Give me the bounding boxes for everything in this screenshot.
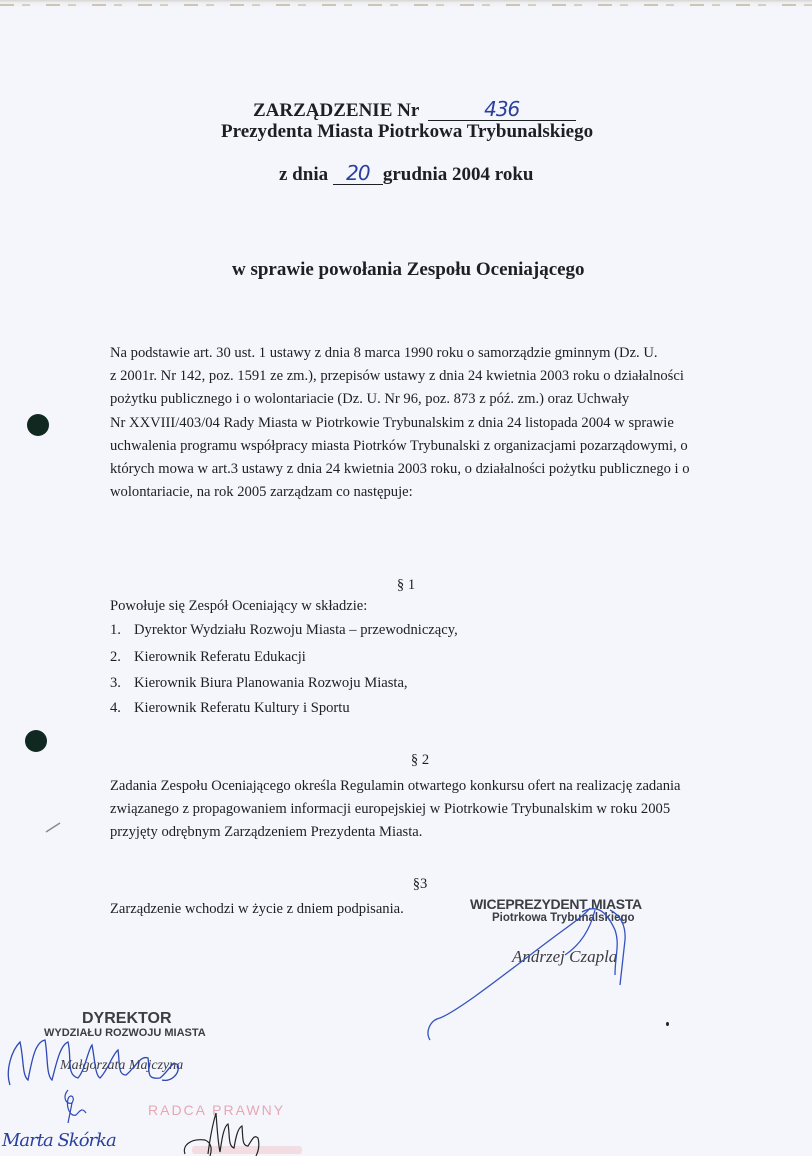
handwritten-name-signature: Marta Skórka (2, 1130, 116, 1151)
member-number: 3. (110, 675, 121, 691)
date-line (279, 161, 534, 186)
preamble-line: uchwalenia programu współpracy miasta Piotrków Trybunalski z organizacjami pozarządowymi, o (110, 437, 688, 454)
section-2-line: Zadania Zespołu Oceniającego określa Regulamin otwartego konkursu ofert na realizację zadania (110, 778, 681, 794)
member-text: Dyrektor Wydziału Rozwoju Miasta – przewodniczący, (134, 622, 458, 638)
vice-president-stamp-title: WICEPREZYDENT MIASTA (470, 896, 642, 912)
initials-signature (56, 1085, 96, 1125)
document-subject: w sprawie powołania Zespołu Oceniającego (232, 259, 585, 280)
section-1-intro: Powołuje się Zespół Oceniający w składzie: (110, 598, 368, 614)
preamble-line: wolontariacie, na rok 2005 zarządzam co następuje: (110, 484, 413, 501)
section-2-body (110, 775, 718, 845)
preamble-line: Na podstawie art. 30 ust. 1 ustawy z dnia 8 marca 1990 roku o samorządzie gminnym (Dz. U. (110, 345, 658, 361)
document-title (253, 97, 576, 122)
member-number: 2. (110, 649, 121, 665)
handwritten-number: 436 (484, 97, 520, 121)
director-stamp-title: DYREKTOR (82, 1010, 172, 1027)
director-stamp-subtitle: WYDZIAŁU ROZWOJU MIASTA (44, 1027, 206, 1039)
punch-hole-bottom (25, 730, 47, 752)
issuer-line: Prezydenta Miasta Piotrkowa Trybunalskiego (221, 121, 594, 142)
section-2-mark: § 2 (410, 752, 430, 768)
number-blank (428, 97, 576, 121)
preamble (110, 342, 718, 504)
member-number: 4. (110, 700, 121, 716)
preamble-line: pożytku publicznego i o wolontariacie (Dz. U. Nr 96, poz. 873 z póź. zm.) oraz Uchwały (110, 391, 630, 408)
section-3-text: Zarządzenie wchodzi w życie z dniem podpisania. (110, 901, 404, 917)
member-item (110, 622, 458, 639)
date-suffix: grudnia 2004 roku (382, 164, 534, 185)
vice-president-stamp-subtitle: Piotrkowa Trybunalskiego (492, 912, 635, 924)
section-2-line: związanego z propagowaniem informacji europejskiej w Piotrkowie Trybunalskim w roku 2005 (110, 801, 671, 818)
member-item (110, 675, 408, 692)
preamble-line: których mowa w art.3 ustawy z dnia 24 kwietnia 2003 roku, o działalności pożytku publicznego i o (110, 461, 690, 478)
member-text: Kierownik Referatu Edukacji (134, 649, 306, 665)
title-prefix: ZARZĄDZENIE Nr (253, 100, 419, 121)
margin-pen-mark (44, 820, 64, 834)
ink-dot (666, 1022, 669, 1026)
date-blank (333, 161, 383, 185)
member-item (110, 700, 350, 717)
legal-counsel-signature (180, 1108, 270, 1156)
punch-hole-top (27, 414, 49, 436)
director-name: Małgorzata Majczyna (60, 1058, 184, 1073)
date-prefix: z dnia (279, 164, 329, 185)
member-number: 1. (110, 622, 121, 638)
legal-counsel-stamp: RADCA PRAWNY (148, 1102, 286, 1118)
member-text: Kierownik Biura Planowania Rozwoju Miasta, (134, 675, 408, 691)
vice-president-signature (420, 900, 660, 1050)
member-text: Kierownik Referatu Kultury i Sportu (134, 700, 350, 716)
vice-president-name: Andrzej Czapla (512, 947, 618, 966)
director-signature (0, 1030, 200, 1090)
section-1-mark: § 1 (396, 577, 416, 593)
member-item (110, 649, 306, 666)
section-2-line: przyjęty odrębnym Zarządzeniem Prezydenta Miasta. (110, 824, 423, 841)
handwritten-day: 20 (346, 161, 370, 185)
scan-artifact-line (0, 4, 812, 6)
section-3-mark: §3 (412, 876, 428, 892)
preamble-line: z 2001r. Nr 142, poz. 1591 ze zm.), przepisów ustawy z dnia 24 kwietnia 2003 roku o działalności (110, 368, 684, 385)
preamble-line: Nr XXVIII/403/04 Rady Miasta w Piotrkowie Trybunalskim z dnia 24 listopada 2004 w sprawie (110, 414, 674, 431)
